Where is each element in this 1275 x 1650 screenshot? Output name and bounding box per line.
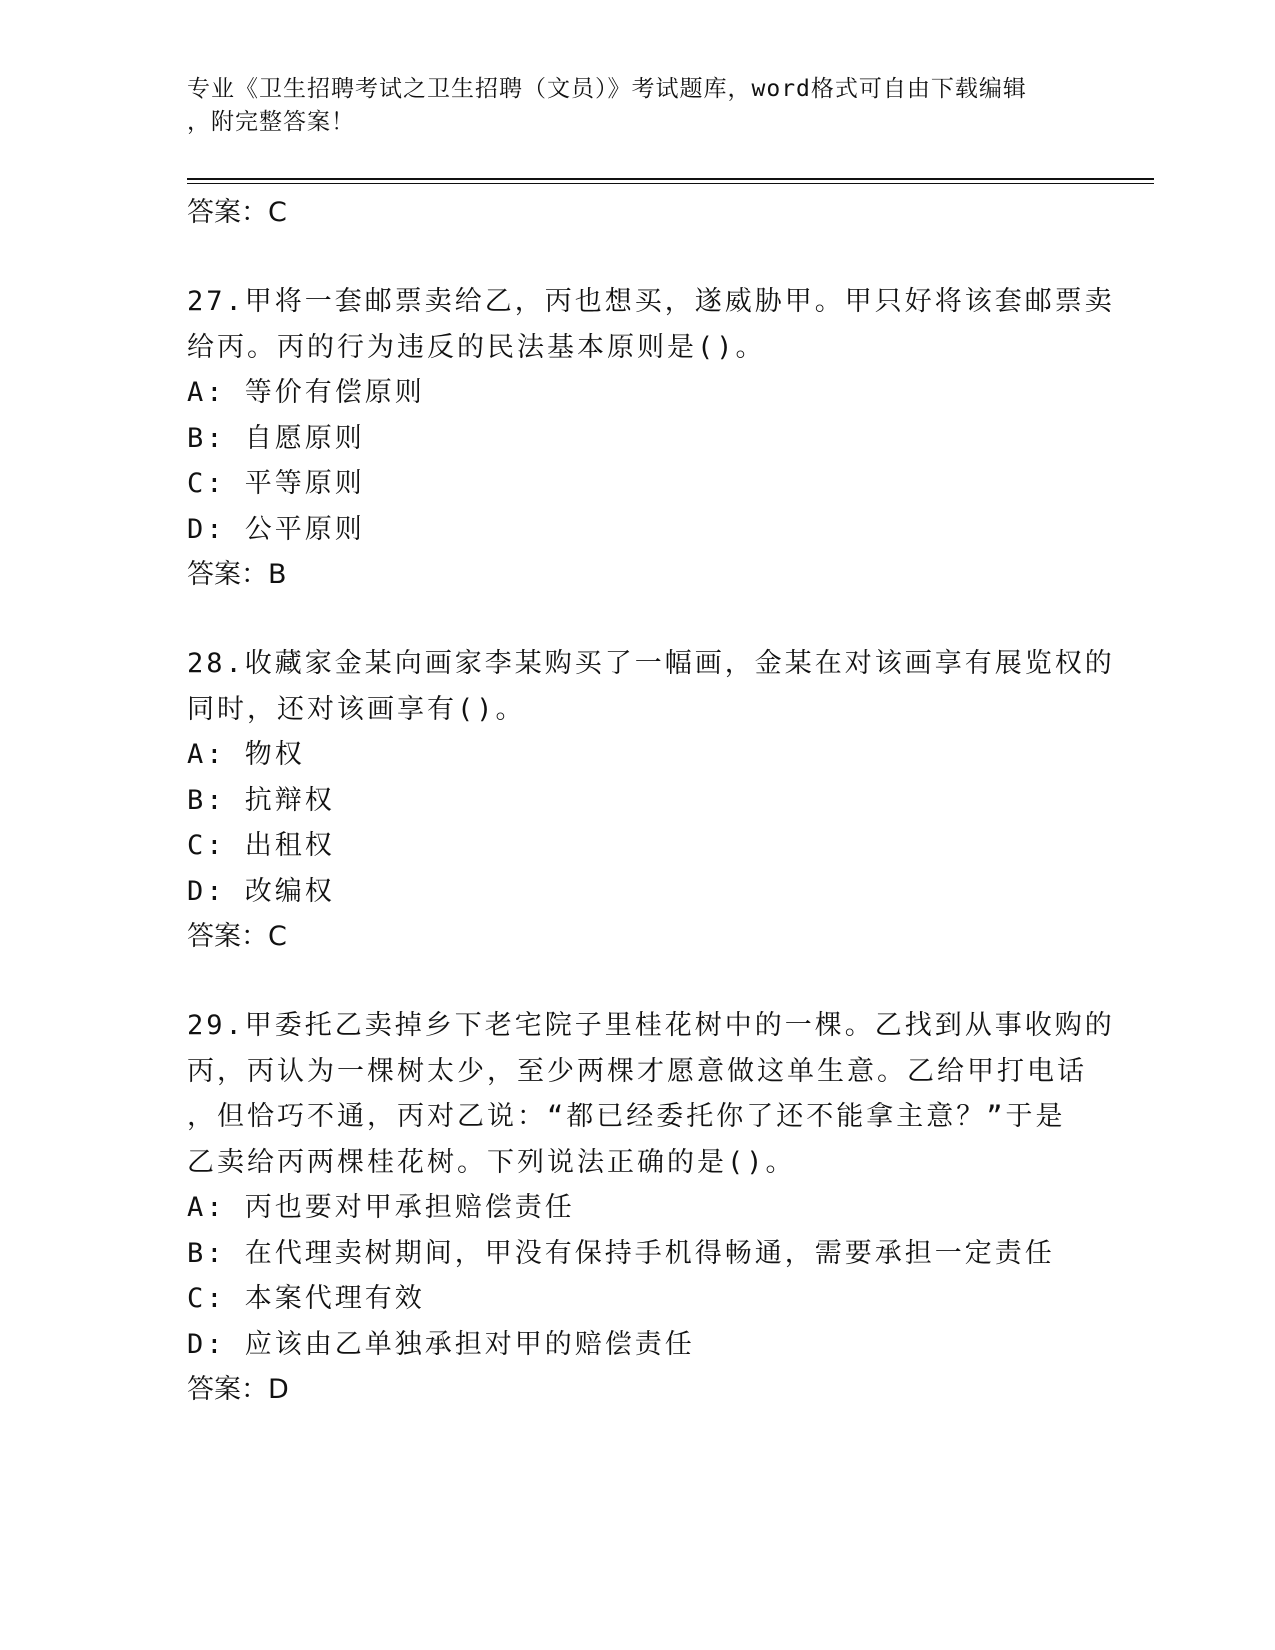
answer-line: 答案：C	[187, 921, 287, 952]
question-text: 29.甲委托乙卖掉乡下老宅院子里桂花树中的一棵。乙找到从事收购的	[187, 1010, 1115, 1041]
option-b: B: 在代理卖树期间，甲没有保持手机得畅通，需要承担一定责任	[187, 1237, 1055, 1269]
question-text: 同时，还对该画享有()。	[187, 693, 526, 725]
option-b: B: 抗辩权	[187, 784, 335, 816]
header-rule	[187, 178, 1154, 180]
answer-line: 答案：B	[187, 559, 287, 590]
option-d: D: 改编权	[187, 875, 335, 907]
option-c: C: 本案代理有效	[187, 1283, 425, 1314]
question-28	[187, 641, 1115, 959]
question-text: 给丙。丙的行为违反的民法基本原则是()。	[187, 331, 766, 363]
question-list	[187, 190, 1115, 1412]
option-a: A: 丙也要对甲承担赔偿责任	[187, 1192, 575, 1223]
option-c: C: 平等原则	[187, 468, 365, 499]
option-d: D: 公平原则	[187, 513, 365, 545]
option-d: D: 应该由乙单独承担对甲的赔偿责任	[187, 1328, 695, 1360]
option-b: B: 自愿原则	[187, 422, 365, 454]
option-c: C: 出租权	[187, 830, 335, 861]
header-rule-thin	[187, 183, 1154, 184]
question-29	[187, 1003, 1115, 1412]
option-a: A: 等价有偿原则	[187, 377, 425, 408]
question-text: 27.甲将一套邮票卖给乙，丙也想买，遂威胁甲。甲只好将该套邮票卖	[187, 286, 1115, 317]
answer-line: 答案：D	[187, 1374, 289, 1405]
question-text: 乙卖给丙两棵桂花树。下列说法正确的是()。	[187, 1146, 796, 1178]
question-text: 丙，丙认为一棵树太少，至少两棵才愿意做这单生意。乙给甲打电话	[187, 1055, 1087, 1087]
question-text: ，但恰巧不通，丙对乙说：“都已经委托你了还不能拿主意？”于是	[187, 1101, 1066, 1132]
answer-line: 答案：C	[187, 197, 287, 228]
document-header	[187, 73, 1077, 139]
question-text: 28.收藏家金某向画家李某购买了一幅画，金某在对该画享有展览权的	[187, 648, 1115, 679]
question-27	[187, 279, 1115, 597]
header-line-1: 专业《卫生招聘考试之卫生招聘（文员）》考试题库，word格式可自由下载编辑	[187, 76, 1027, 102]
header-line-2: ，附完整答案！	[187, 109, 355, 135]
option-a: A: 物权	[187, 739, 305, 770]
